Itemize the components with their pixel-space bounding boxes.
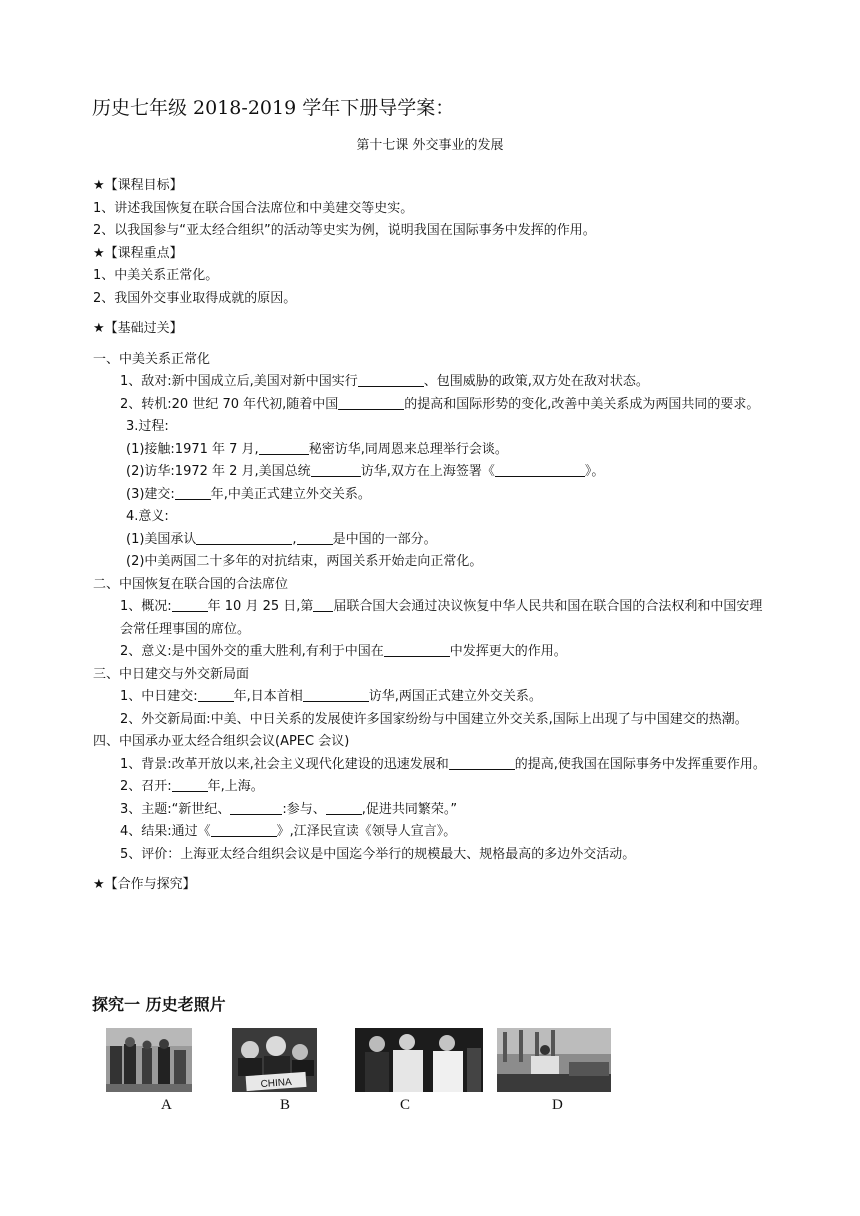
section-heading-basics: ★【基础过关】 (93, 321, 183, 336)
photo-label-d: D (552, 1097, 563, 1113)
answer-blank[interactable] (172, 777, 208, 792)
explore-title: 探究一 历史老照片 (92, 995, 226, 1014)
answer-blank[interactable] (297, 530, 333, 545)
question-line: 3、主题:“新世纪、 :参与、 ,促进共同繁荣。” (120, 801, 458, 817)
goal-item: 2、以我国参与“亚太经合组织”的活动等史实为例，说明我国在国际事务中发挥的作用。 (93, 223, 596, 238)
photo-un-delegation (232, 1028, 317, 1092)
answer-blank[interactable] (211, 822, 277, 837)
answer-blank[interactable] (338, 395, 404, 410)
answer-blank[interactable] (449, 755, 515, 770)
question-line: (3)建交: 年,中美正式建立外交关系。 (126, 486, 371, 502)
question-line: 4.意义: (126, 509, 169, 524)
question-line: 5、评价：上海亚太经合组织会议是中国迄今举行的规模最大、规格最高的多边外交活动。 (120, 846, 636, 862)
question-line: 4、结果:通过《 》,江泽民宣读《领导人宣言》。 (120, 824, 457, 839)
question-line: 2、转机:20 世纪 70 年代初,随着中国 的提高和国际形势的变化,改善中美关系成为两国共同的要求。 (120, 396, 760, 412)
part-title-sino-japan: 三、中日建交与外交新局面 (93, 666, 250, 682)
answer-blank[interactable] (358, 372, 424, 387)
section-heading-cooperation: ★【合作与探究】 (93, 877, 196, 892)
question-line: 1、中日建交: 年,日本首相 访华,两国正式建立外交关系。 (120, 689, 542, 704)
part-title-sino-us: 一、中美关系正常化 (93, 351, 211, 367)
answer-blank[interactable] (196, 530, 292, 545)
question-line: (1)接触:1971 年 7 月, 秘密访华,同周恩来总理举行会谈。 (126, 441, 508, 457)
key-point-item: 2、我国外交事业取得成就的原因。 (93, 290, 297, 306)
section-heading-goals: ★【课程目标】 (93, 178, 183, 193)
answer-blank[interactable] (326, 800, 362, 815)
worksheet-content (93, 175, 773, 897)
question-line: 2、外交新局面:中美、中日关系的发展使许多国家纷纷与中国建立外交关系,国际上出现了与中国建交的热潮。 (120, 711, 748, 727)
key-point-item: 1、中美关系正常化。 (93, 268, 219, 283)
photo-assembly-speech (497, 1028, 611, 1092)
lesson-title: 第十七课 外交事业的发展 (356, 138, 504, 153)
answer-blank[interactable] (175, 485, 211, 500)
photo-sign-text: CHINA (260, 1076, 293, 1091)
answer-blank[interactable] (311, 462, 361, 477)
question-line: 1、背景:改革开放以来,社会主义现代化建设的迅速发展和 的提高,使我国在国际事务中发挥重要作用。 (120, 756, 766, 772)
answer-blank[interactable] (259, 440, 309, 455)
part-title-un-seat: 二、中国恢复在联合国的合法席位 (93, 576, 289, 592)
question-line: 2、召开: 年,上海。 (120, 779, 264, 794)
answer-blank[interactable] (495, 462, 585, 477)
question-line: (2)中美两国二十多年的对抗结束，两国关系开始走向正常化。 (126, 554, 483, 569)
photo-leaders-meeting (355, 1028, 483, 1092)
photo-handshake (106, 1028, 192, 1092)
photo-label-b: B (280, 1097, 291, 1113)
answer-blank[interactable] (198, 687, 234, 702)
question-line: (2)访华:1972 年 2 月,美国总统 访华,双方在上海签署《 》。 (126, 464, 605, 479)
photo-label-c: C (400, 1097, 411, 1113)
question-line: 1、概况: 年 10 月 25 日,第 届联合国大会通过决议恢复中华人民共和国在联合国的合法权利和中国安理会常任理事国的席位。 (120, 599, 763, 637)
answer-blank[interactable] (303, 687, 369, 702)
answer-blank[interactable] (313, 597, 333, 612)
answer-blank[interactable] (172, 597, 208, 612)
photo-label-a: A (161, 1097, 172, 1113)
question-line: (1)美国承认 , 是中国的一部分。 (126, 531, 437, 547)
question-line: 2、意义:是中国外交的重大胜利,有利于中国在 中发挥更大的作用。 (120, 644, 567, 659)
section-heading-key-points: ★【课程重点】 (93, 245, 183, 261)
question-line: 3.过程: (126, 419, 169, 434)
goal-item: 1、讲述我国恢复在联合国合法席位和中美建交等史实。 (93, 200, 414, 216)
answer-blank[interactable] (384, 642, 450, 657)
question-line: 1、敌对:新中国成立后,美国对新中国实行 、包围威胁的政策,双方处在敌对状态。 (120, 374, 649, 389)
answer-blank[interactable] (230, 800, 282, 815)
document-title: 历史七年级 2018-2019 学年下册导学案： (92, 97, 455, 119)
part-title-apec: 四、中国承办亚太经合组织会议(APEC 会议) (93, 734, 350, 749)
